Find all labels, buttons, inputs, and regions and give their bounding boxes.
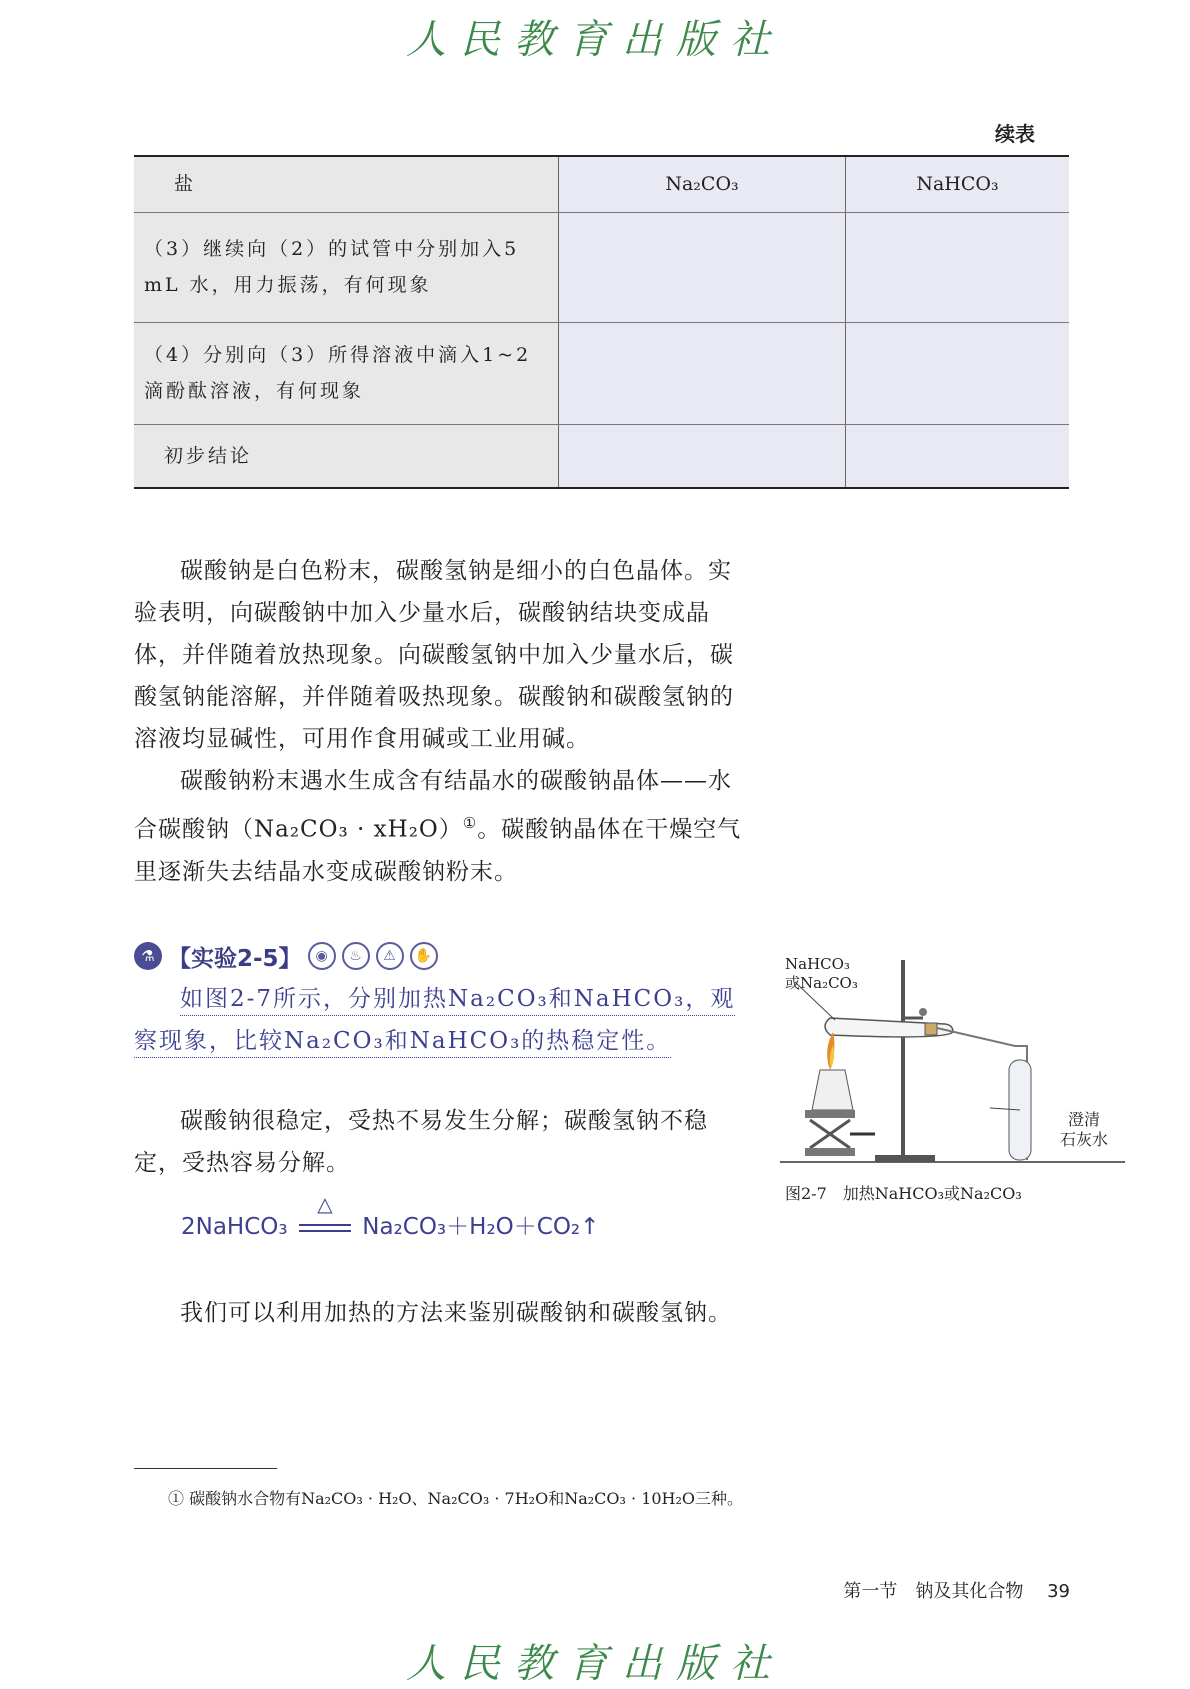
page-footer [843, 1577, 1070, 1603]
table-header-row [134, 156, 1069, 212]
cell-na2co3 [559, 322, 846, 424]
figure-caption: 图2-7 加热NaHCO₃或Na₂CO₃ [785, 1184, 1022, 1203]
publisher-header: 人民教育出版社 [406, 17, 784, 63]
experiment-header [134, 940, 438, 972]
table-row [134, 322, 1069, 424]
alcohol-lamp [812, 1070, 853, 1110]
paragraph-2-text-b: 。碳酸钠晶体在干燥空气里逐渐失去结晶水变成碳酸钠粉末。 [134, 816, 742, 885]
cell-nahco3 [846, 322, 1070, 424]
header-nahco3: NaHCO₃ [846, 156, 1070, 212]
header-salt: 盐 [134, 156, 559, 212]
table-continued-label: 续表 [995, 122, 1035, 146]
paragraph-3: 碳酸钠很稳定，受热不易发生分解；碳酸氢钠不稳定，受热容易分解。 [134, 1108, 708, 1176]
cell-na2co3 [559, 424, 846, 488]
lab-jack-scissor [810, 1120, 850, 1148]
goggles-icon: ◉ [308, 942, 336, 970]
paragraph-2 [134, 760, 754, 893]
figure-label-limewater: 澄清 石灰水 [1060, 1110, 1109, 1149]
stopper [925, 1023, 937, 1035]
lab-jack-top [805, 1110, 855, 1118]
hand-wash-icon: ✋ [410, 942, 438, 970]
clamp-screw [919, 1008, 927, 1016]
equation-condition: △ [317, 1191, 333, 1216]
equation-products: Na₂CO₃＋H₂O＋CO₂↑ [362, 1214, 600, 1240]
paragraph-1: 碳酸钠是白色粉末，碳酸氢钠是细小的白色晶体。实验表明，向碳酸钠中加入少量水后，碳酸钠结块变成晶体，并伴随着放热现象。向碳酸氢钠中加入少量水后，碳酸氢钠能溶解，并伴随着吸热现象。碳酸钠和碳酸氢钠的溶液均显碱性，可用作食用碱或工业用碱。 [134, 558, 734, 752]
figure-label-tube: NaHCO₃ 或Na₂CO₃ [785, 955, 858, 992]
cell-nahco3 [846, 212, 1070, 322]
flame-icon: ♨ [342, 942, 370, 970]
equation-arrow [299, 1191, 351, 1232]
section-title: 第一节 钠及其化合物 [843, 1581, 1024, 1602]
table-row [134, 212, 1069, 322]
chemical-equation [181, 1191, 600, 1241]
row-label: 初步结论 [134, 424, 559, 488]
cell-na2co3 [559, 212, 846, 322]
footnote: ① 碳酸钠水合物有Na₂CO₃ · H₂O、Na₂CO₃ · 7H₂O和Na₂CO₃ · 10H₂O三种。 [168, 1489, 744, 1508]
paragraph-4: 我们可以利用加热的方法来鉴别碳酸钠和碳酸氢钠。 [180, 1300, 732, 1326]
experiment-text: 如图2-7所示，分别加热Na₂CO₃和NaHCO₃，观察现象，比较Na₂CO₃和NaHCO₃的热稳定性。 [134, 978, 759, 1062]
experiment-title: 【实验2-5】 [168, 945, 302, 972]
hot-surface-icon: ⚠ [376, 942, 404, 970]
cell-nahco3 [846, 424, 1070, 488]
table-row [134, 424, 1069, 488]
lab-jack-base [805, 1148, 855, 1156]
header-na2co3: Na₂CO₃ [559, 156, 846, 212]
publisher-footer: 人民教育出版社 [406, 1641, 784, 1687]
footnote-divider [134, 1468, 277, 1469]
comparison-table [134, 155, 1069, 489]
stand-base [875, 1155, 935, 1162]
row-label: （3）继续向（2）的试管中分别加入5 mL 水，用力振荡，有何现象 [134, 212, 559, 322]
row-label: （4）分别向（3）所得溶液中滴入1~2 滴酚酞溶液，有何现象 [134, 322, 559, 424]
equals-sign [299, 1224, 351, 1232]
equation-reactant: 2NaHCO₃ [181, 1214, 288, 1240]
paragraph-2-text-a: 碳酸钠粉末遇水生成含有结晶水的碳酸钠晶体——水合碳酸钠（Na₂CO₃ · xH₂O） [134, 768, 732, 843]
footnote-ref: ① [462, 814, 478, 832]
page-number: 39 [1047, 1581, 1070, 1602]
flask-icon: ⚗ [134, 942, 162, 970]
